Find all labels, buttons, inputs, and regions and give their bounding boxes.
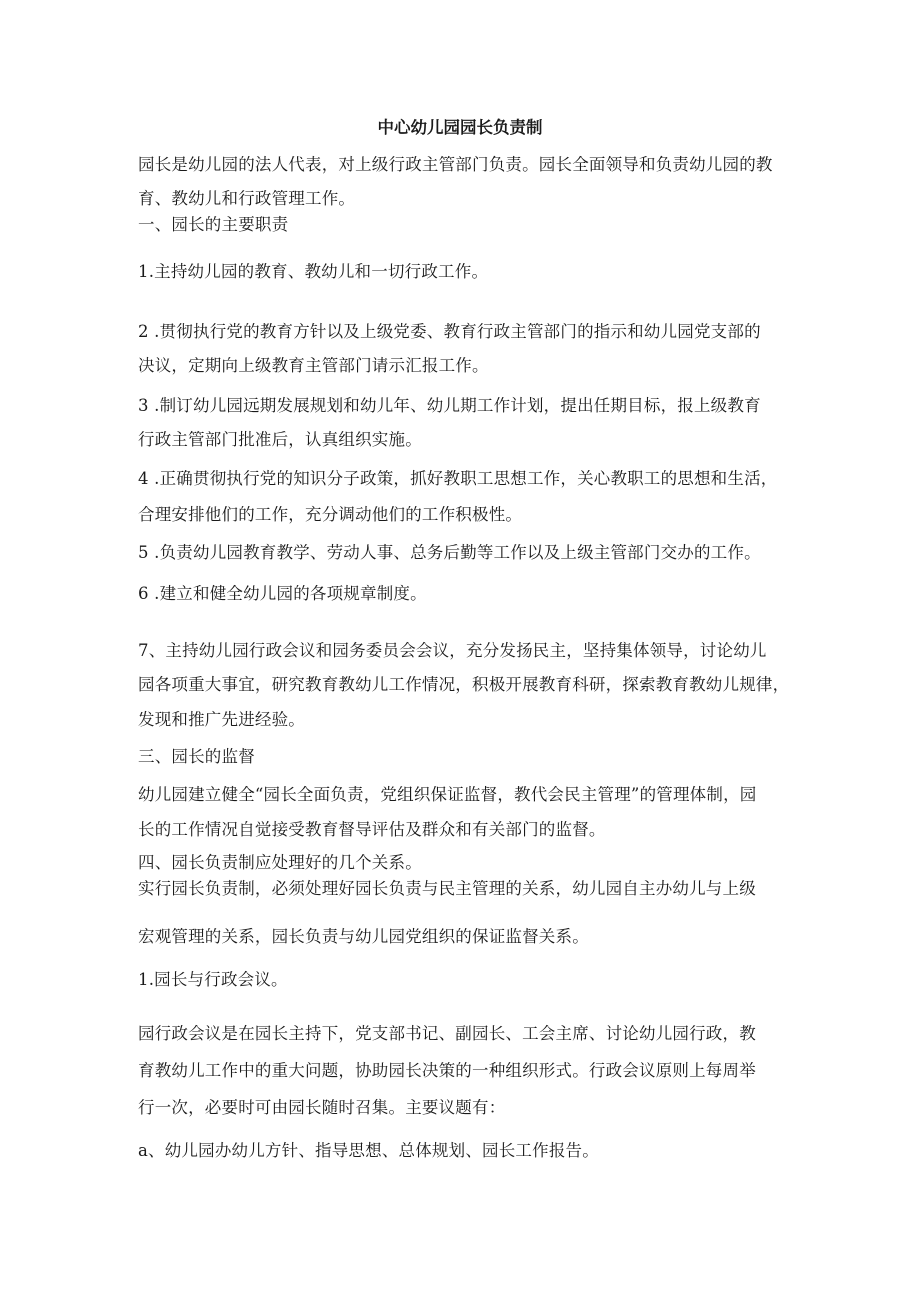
relations-line-2: 宏观管理的关系，园长负责与幼儿园党组织的保证监督关系。 bbox=[138, 927, 589, 946]
supervision-line-2: 长的工作情况自觉接受教育督导评估及群众和有关部门的监督。 bbox=[138, 820, 606, 839]
duty-item-4-line-2: 合理安排他们的工作，充分调动他们的工作积极性。 bbox=[138, 505, 523, 524]
duty-item-2-line-1: 2 .贯彻执行党的教育方针以及上级党委、教育行政主管部门的指示和幼儿园党支部的 bbox=[138, 322, 761, 341]
duty-item-2-line-2: 决议，定期向上级教育主管部门请示汇报工作。 bbox=[138, 356, 489, 375]
admin-meeting-line-3: 行一次，必要时可由园长随时召集。主要议题有： bbox=[138, 1098, 506, 1117]
supervision-line-1: 幼儿园建立健全“园长全面负责，党组织保证监督，教代会民主管理”的管理体制，园 bbox=[138, 785, 757, 804]
duty-item-4-line-1: 4 .正确贯彻执行党的知识分子政策，抓好教职工思想工作，关心教职工的思想和生活， bbox=[138, 469, 778, 488]
agenda-item-a: a、幼儿园办幼儿方针、指导思想、总体规划、园长工作报告。 bbox=[138, 1141, 599, 1160]
admin-meeting-line-1: 园行政会议是在园长主持下，党支部书记、副园长、工会主席、讨论幼儿园行政，教 bbox=[138, 1024, 756, 1043]
duty-item-3-line-2: 行政主管部门批准后，认真组织实施。 bbox=[138, 430, 422, 449]
duty-item-7-line-1: 7、主持幼儿园行政会议和园务委员会会议，充分发扬民主，坚持集体领导，讨论幼儿 bbox=[138, 641, 767, 660]
intro-line-2: 育、教幼儿和行政管理工作。 bbox=[138, 189, 356, 208]
subsection-heading-admin-meeting: 1.园长与行政会议。 bbox=[138, 970, 288, 989]
duty-item-3-line-1: 3 .制订幼儿园远期发展规划和幼儿年、幼儿期工作计划，提出任期目标，报上级教育 bbox=[138, 396, 761, 415]
duty-item-5: 5 .负责幼儿园教育教学、劳动人事、总务后勤等工作以及上级主管部门交办的工作。 bbox=[138, 543, 761, 562]
duty-item-7-line-3: 发现和推广先进经验。 bbox=[138, 710, 305, 729]
relations-line-1: 实行园长负责制，必须处理好园长负责与民主管理的关系，幼儿园自主办幼儿与上级 bbox=[138, 879, 756, 898]
duty-item-1: 1.主持幼儿园的教育、教幼儿和一切行政工作。 bbox=[138, 262, 489, 281]
section-heading-relations: 四、园长负责制应处理好的几个关系。 bbox=[138, 853, 422, 872]
section-heading-supervision: 三、园长的监督 bbox=[138, 747, 255, 766]
section-heading-duties: 一、园长的主要职责 bbox=[138, 215, 289, 234]
document-title: 中心幼儿园园长负责制 bbox=[377, 118, 543, 137]
duty-item-6: 6 .建立和健全幼儿园的各项规章制度。 bbox=[138, 584, 427, 603]
duty-item-7-line-2: 园各项重大事宜，研究教育教幼儿工作情况，积极开展教育科研，探索教育教幼儿规律， bbox=[138, 675, 790, 694]
intro-line-1: 园长是幼儿园的法人代表，对上级行政主管部门负责。园长全面领导和负责幼儿园的教 bbox=[138, 155, 773, 174]
admin-meeting-line-2: 育教幼儿工作中的重大问题，协助园长决策的一种组织形式。行政会议原则上每周举 bbox=[138, 1061, 756, 1080]
